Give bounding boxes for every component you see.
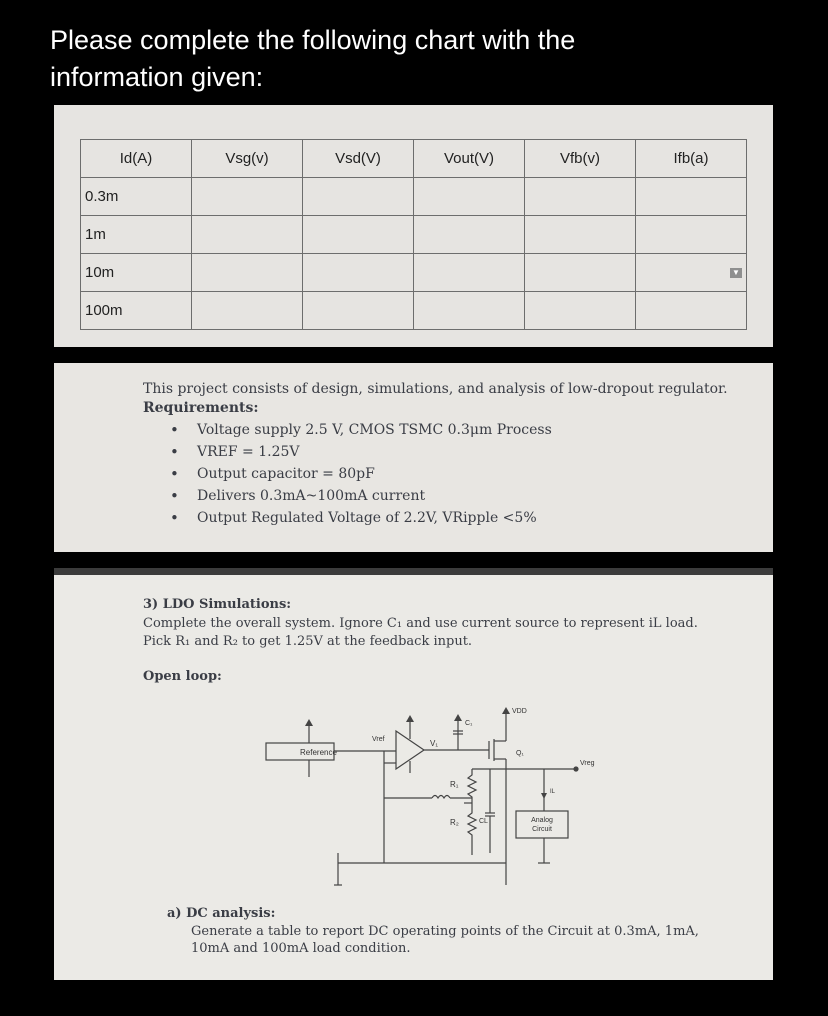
row-label: 0.3m [81,178,192,216]
cl-label: CL [479,818,488,825]
analog-label: Analog [531,817,553,824]
row-label: 10m [81,254,192,292]
table-row [81,216,747,254]
r2-label: R₂ [450,818,459,827]
table-cell[interactable] [192,292,303,330]
dc-analysis-heading: a) DC analysis: [167,906,276,921]
v1-label: V₁ [430,739,439,748]
list-item: • Voltage supply 2.5 V, CMOS TSMC 0.3μm Process [170,419,552,441]
vdd-arrow-icon [502,707,510,714]
table-cell[interactable] [303,216,414,254]
table-cell[interactable] [414,178,525,216]
col-header-vsd: Vsd(V) [303,140,414,178]
vdd-label: VDD [512,708,527,715]
r1-label: R₁ [450,780,459,789]
table-cell[interactable] [192,216,303,254]
requirements-list [170,419,552,529]
table-cell[interactable] [636,178,747,216]
open-loop-label: Open loop: [143,669,222,684]
list-item: • Output Regulated Voltage of 2.2V, VRipple <5% [170,507,552,529]
circuit-label: Circuit [532,826,552,833]
col-header-vout: Vout(V) [414,140,525,178]
vref-label: Vref [372,736,385,743]
analog-circuit-block [516,811,568,838]
table-cell[interactable] [636,292,747,330]
table-cell[interactable] [636,254,747,292]
prompt-line-2: information given: [50,62,264,92]
dropdown-arrow-icon[interactable]: ▼ [730,268,742,278]
table-row [81,292,747,330]
reference-label: Reference [300,748,337,757]
load-current-arrow-icon [541,793,547,799]
instruction-line-2: Pick R₁ and R₂ to get 1.25V at the feedback input. [143,634,473,649]
ldo-simulation-panel [54,568,773,980]
col-header-vsg: Vsg(v) [192,140,303,178]
table-row [81,254,747,292]
operating-points-table [80,139,747,330]
c1-label: C₁ [465,720,473,727]
table-cell[interactable] [192,178,303,216]
table-cell[interactable] [303,292,414,330]
table-cell[interactable] [414,216,525,254]
prompt-text [50,22,790,96]
instruction-line-1: Complete the overall system. Ignore C₁ and use current source to represent iL load. [143,616,698,631]
dc-analysis-line-1: Generate a table to report DC operating points of the Circuit at 0.3mA, 1mA, [191,924,699,939]
dc-analysis-line-2: 10mA and 100mA load condition. [191,941,411,956]
cropped-heading-strip [54,568,773,575]
requirements-heading: Requirements: [143,400,259,416]
col-header-id: Id(A) [81,140,192,178]
il-label: IL [550,789,556,795]
table-cell[interactable] [414,254,525,292]
table-cell[interactable] [192,254,303,292]
table-cell[interactable] [525,254,636,292]
col-header-ifb: Ifb(a) [636,140,747,178]
table-cell[interactable] [525,292,636,330]
list-item: • Output capacitor = 80pF [170,463,552,485]
ldo-circuit-diagram [254,703,634,893]
table-cell[interactable] [303,178,414,216]
vreg-label: Vreg [580,760,595,767]
list-item: • Delivers 0.3mA~100mA current [170,485,552,507]
table-cell[interactable] [525,216,636,254]
col-header-vfb: Vfb(v) [525,140,636,178]
q1-label: Q₁ [516,750,524,757]
table-cell[interactable] [636,216,747,254]
table-header-row [81,140,747,178]
list-item: • VREF = 1.25V [170,441,552,463]
table-cell[interactable] [303,254,414,292]
chart-table-panel [54,105,773,347]
project-intro: This project consists of design, simulations, and analysis of low-dropout regulator. [143,381,728,397]
table-row [81,178,747,216]
section-heading: 3) LDO Simulations: [143,597,292,612]
row-label: 1m [81,216,192,254]
table-cell[interactable] [414,292,525,330]
requirements-panel [54,363,773,552]
prompt-line-1: Please complete the following chart with the [50,25,576,55]
table-cell[interactable] [525,178,636,216]
row-label: 100m [81,292,192,330]
